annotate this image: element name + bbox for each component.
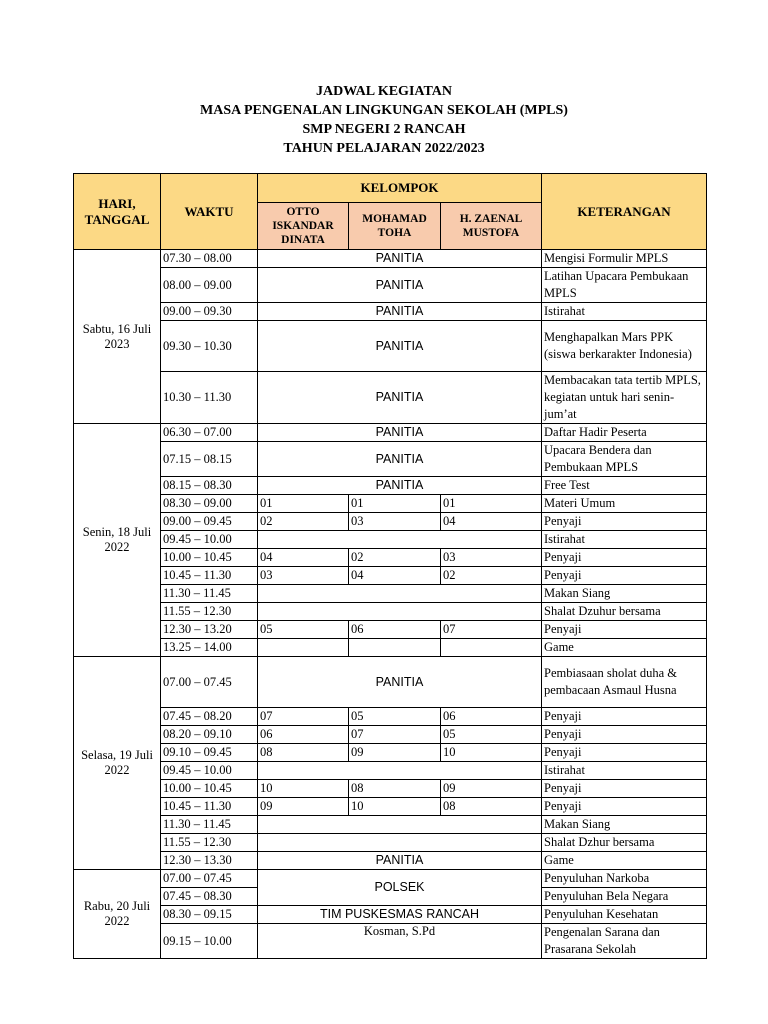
- time-cell: 07.15 – 08.15: [161, 442, 258, 477]
- table-row: [74, 603, 707, 621]
- keterangan-cell: Menghapalkan Mars PPK (siswa berkarakter Indonesia): [542, 321, 707, 372]
- time-cell: 12.30 – 13.20: [161, 621, 258, 639]
- time-cell: 09.30 – 10.30: [161, 321, 258, 372]
- keterangan-cell: Shalat Dzhur bersama: [542, 834, 707, 852]
- table-row: [74, 657, 707, 708]
- keterangan-cell: Penyaji: [542, 780, 707, 798]
- keterangan-cell: Free Test: [542, 477, 707, 495]
- table-row: [74, 372, 707, 424]
- table-row: [74, 513, 707, 531]
- kelompok-span-cell: PANITIA: [258, 268, 542, 303]
- group-1-cell: 05: [258, 621, 349, 639]
- header-waktu: WAKTU: [161, 174, 258, 250]
- group-3-cell: 01: [441, 495, 542, 513]
- group-1-cell: 06: [258, 726, 349, 744]
- time-cell: 11.30 – 11.45: [161, 585, 258, 603]
- kelompok-span-cell: PANITIA: [258, 657, 542, 708]
- time-cell: 10.00 – 10.45: [161, 780, 258, 798]
- group-1-cell: 07: [258, 708, 349, 726]
- time-cell: 07.45 – 08.20: [161, 708, 258, 726]
- table-row: [74, 621, 707, 639]
- keterangan-cell: Latihan Upacara Pembukaan MPLS: [542, 268, 707, 303]
- time-cell: 09.10 – 09.45: [161, 744, 258, 762]
- keterangan-cell: Penyaji: [542, 567, 707, 585]
- time-cell: 11.30 – 11.45: [161, 816, 258, 834]
- group-1-cell: 10: [258, 780, 349, 798]
- group-3-cell: 06: [441, 708, 542, 726]
- group-3-cell: 04: [441, 513, 542, 531]
- keterangan-cell: Penyaji: [542, 513, 707, 531]
- kelompok-span-cell: POLSEK: [258, 870, 542, 906]
- kelompok-span-cell: PANITIA: [258, 424, 542, 442]
- time-cell: 11.55 – 12.30: [161, 603, 258, 621]
- table-row: [74, 852, 707, 870]
- header-group-2: MOHAMAD TOHA: [349, 203, 441, 250]
- kelompok-span-cell: [258, 834, 542, 852]
- day-cell: Senin, 18 Juli 2022: [74, 424, 161, 657]
- group-3-cell: 07: [441, 621, 542, 639]
- group-2-cell: 10: [349, 798, 441, 816]
- time-cell: 08.20 – 09.10: [161, 726, 258, 744]
- group-3-cell: 10: [441, 744, 542, 762]
- time-cell: 07.30 – 08.00: [161, 250, 258, 268]
- time-cell: 07.00 – 07.45: [161, 657, 258, 708]
- table-row: [74, 268, 707, 303]
- keterangan-cell: Penyaji: [542, 798, 707, 816]
- table-row: [74, 639, 707, 657]
- kelompok-span-cell: PANITIA: [258, 250, 542, 268]
- kelompok-span-cell: Kosman, S.Pd: [258, 924, 542, 959]
- keterangan-cell: Shalat Dzuhur bersama: [542, 603, 707, 621]
- time-cell: 07.45 – 08.30: [161, 888, 258, 906]
- group-2-cell: 04: [349, 567, 441, 585]
- group-1-cell: 03: [258, 567, 349, 585]
- group-2-cell: 01: [349, 495, 441, 513]
- header-group-1: OTTO ISKANDAR DINATA: [258, 203, 349, 250]
- title-line-4: TAHUN PELAJARAN 2022/2023: [283, 141, 485, 156]
- table-row: [74, 924, 707, 959]
- time-cell: 08.00 – 09.00: [161, 268, 258, 303]
- group-3-cell: 02: [441, 567, 542, 585]
- group-3-cell: 09: [441, 780, 542, 798]
- group-2-cell: 02: [349, 549, 441, 567]
- keterangan-cell: Upacara Bendera dan Pembukaan MPLS: [542, 442, 707, 477]
- table-row: [74, 726, 707, 744]
- table-row: [74, 762, 707, 780]
- kelompok-span-cell: [258, 531, 542, 549]
- kelompok-span-cell: [258, 585, 542, 603]
- time-cell: 06.30 – 07.00: [161, 424, 258, 442]
- table-row: [74, 477, 707, 495]
- keterangan-cell: Penyaji: [542, 621, 707, 639]
- group-2-cell: [349, 639, 441, 657]
- table-row: [74, 870, 707, 888]
- group-1-cell: 04: [258, 549, 349, 567]
- keterangan-cell: Penyaji: [542, 744, 707, 762]
- keterangan-cell: Penyaji: [542, 726, 707, 744]
- kelompok-span-cell: [258, 816, 542, 834]
- keterangan-cell: Pengenalan Sarana dan Prasarana Sekolah: [542, 924, 707, 959]
- keterangan-cell: Pembiasaan sholat duha & pembacaan Asmaul Husna: [542, 657, 707, 708]
- header-kelompok: KELOMPOK: [258, 174, 542, 203]
- kelompok-span-cell: PANITIA: [258, 372, 542, 424]
- table-row: [74, 567, 707, 585]
- group-2-cell: 09: [349, 744, 441, 762]
- keterangan-cell: Makan Siang: [542, 585, 707, 603]
- table-row: [74, 303, 707, 321]
- table-row: [74, 834, 707, 852]
- keterangan-cell: Penyaji: [542, 708, 707, 726]
- schedule-table: [73, 173, 707, 959]
- day-cell: Sabtu, 16 Juli 2023: [74, 250, 161, 424]
- group-2-cell: 07: [349, 726, 441, 744]
- kelompok-span-cell: [258, 603, 542, 621]
- table-row: [74, 250, 707, 268]
- table-row: [74, 816, 707, 834]
- title-line-2: MASA PENGENALAN LINGKUNGAN SEKOLAH (MPLS): [200, 103, 568, 118]
- keterangan-cell: Istirahat: [542, 531, 707, 549]
- group-1-cell: 09: [258, 798, 349, 816]
- group-3-cell: 05: [441, 726, 542, 744]
- keterangan-cell: Game: [542, 852, 707, 870]
- group-1-cell: 01: [258, 495, 349, 513]
- kelompok-span-cell: PANITIA: [258, 303, 542, 321]
- time-cell: 08.30 – 09.00: [161, 495, 258, 513]
- table-header: [74, 174, 707, 250]
- keterangan-cell: Penyuluhan Bela Negara: [542, 888, 707, 906]
- kelompok-span-cell: PANITIA: [258, 852, 542, 870]
- document-title: [0, 82, 768, 158]
- time-cell: 10.00 – 10.45: [161, 549, 258, 567]
- table-row: [74, 744, 707, 762]
- table-row: [74, 495, 707, 513]
- time-cell: 10.30 – 11.30: [161, 372, 258, 424]
- time-cell: 09.45 – 10.00: [161, 531, 258, 549]
- time-cell: 09.00 – 09.45: [161, 513, 258, 531]
- time-cell: 10.45 – 11.30: [161, 798, 258, 816]
- keterangan-cell: Penyaji: [542, 549, 707, 567]
- group-3-cell: 08: [441, 798, 542, 816]
- time-cell: 09.45 – 10.00: [161, 762, 258, 780]
- table-row: [74, 424, 707, 442]
- keterangan-cell: Membacakan tata tertib MPLS, kegiatan untuk hari senin-jum’at: [542, 372, 707, 424]
- table-row: [74, 321, 707, 372]
- group-2-cell: 08: [349, 780, 441, 798]
- time-cell: 10.45 – 11.30: [161, 567, 258, 585]
- group-2-cell: 05: [349, 708, 441, 726]
- table-row: [74, 585, 707, 603]
- time-cell: 13.25 – 14.00: [161, 639, 258, 657]
- table-row: [74, 798, 707, 816]
- group-1-cell: 08: [258, 744, 349, 762]
- keterangan-cell: Mengisi Formulir MPLS: [542, 250, 707, 268]
- time-cell: 12.30 – 13.30: [161, 852, 258, 870]
- keterangan-cell: Penyuluhan Kesehatan: [542, 906, 707, 924]
- table-body: [74, 250, 707, 959]
- group-3-cell: 03: [441, 549, 542, 567]
- kelompok-span-cell: PANITIA: [258, 321, 542, 372]
- day-cell: Selasa, 19 Juli 2022: [74, 657, 161, 870]
- header-group-3: H. ZAENAL MUSTOFA: [441, 203, 542, 250]
- time-cell: 09.15 – 10.00: [161, 924, 258, 959]
- time-cell: 09.00 – 09.30: [161, 303, 258, 321]
- kelompok-span-cell: TIM PUSKESMAS RANCAH: [258, 906, 542, 924]
- table-row: [74, 531, 707, 549]
- keterangan-cell: Game: [542, 639, 707, 657]
- group-2-cell: 06: [349, 621, 441, 639]
- keterangan-cell: Istirahat: [542, 303, 707, 321]
- header-hari-tanggal: HARI, TANGGAL: [74, 174, 161, 250]
- keterangan-cell: Daftar Hadir Peserta: [542, 424, 707, 442]
- keterangan-cell: Penyuluhan Narkoba: [542, 870, 707, 888]
- kelompok-span-cell: [258, 762, 542, 780]
- group-3-cell: [441, 639, 542, 657]
- table-row: [74, 442, 707, 477]
- keterangan-cell: Makan Siang: [542, 816, 707, 834]
- group-2-cell: 03: [349, 513, 441, 531]
- title-line-1: JADWAL KEGIATAN: [315, 84, 452, 99]
- kelompok-span-cell: PANITIA: [258, 477, 542, 495]
- table-row: [74, 708, 707, 726]
- group-1-cell: [258, 639, 349, 657]
- keterangan-cell: Materi Umum: [542, 495, 707, 513]
- table-row: [74, 780, 707, 798]
- day-cell: Rabu, 20 Juli 2022: [74, 870, 161, 959]
- table-row: [74, 906, 707, 924]
- title-line-3: SMP NEGERI 2 RANCAH: [302, 122, 466, 137]
- time-cell: 11.55 – 12.30: [161, 834, 258, 852]
- table-row: [74, 549, 707, 567]
- keterangan-cell: Istirahat: [542, 762, 707, 780]
- group-1-cell: 02: [258, 513, 349, 531]
- time-cell: 07.00 – 07.45: [161, 870, 258, 888]
- header-keterangan: KETERANGAN: [542, 174, 707, 250]
- time-cell: 08.15 – 08.30: [161, 477, 258, 495]
- kelompok-span-cell: PANITIA: [258, 442, 542, 477]
- time-cell: 08.30 – 09.15: [161, 906, 258, 924]
